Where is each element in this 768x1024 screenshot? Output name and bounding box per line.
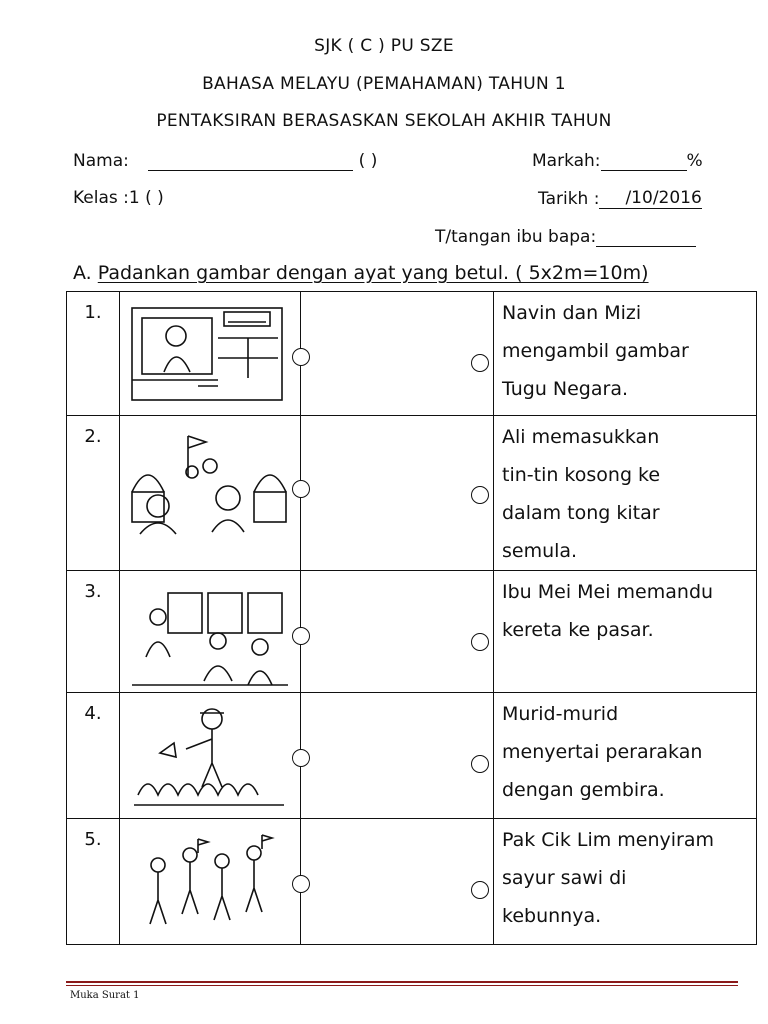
ttangan-label: T/tangan ibu bapa: — [435, 227, 597, 247]
row-number: 1. — [67, 292, 120, 416]
picture-cell — [120, 693, 301, 819]
matching-area[interactable] — [301, 416, 494, 571]
tarikh-label: Tarikh : — [538, 189, 600, 209]
question-title — [73, 262, 649, 284]
picture-cell — [120, 416, 301, 571]
nama-bracket: ( ) — [358, 151, 378, 171]
sentence-line: Tugu Negara. — [502, 378, 629, 400]
matching-area[interactable] — [301, 693, 494, 819]
assessment-title: PENTAKSIRAN BERASASKAN SEKOLAH AKHIR TAHUN — [156, 111, 612, 131]
sentence-cell — [494, 292, 757, 416]
kelas-field: Kelas :1 ( ) — [73, 188, 164, 208]
subject-title: BAHASA MELAYU (PEMAHAMAN) TAHUN 1 — [202, 74, 566, 94]
markah-label: Markah: — [532, 151, 601, 171]
parade-marching-icon — [128, 825, 292, 939]
question-text: Padankan gambar dengan ayat yang betul. ( 5x2m=10m) — [97, 262, 649, 284]
footer-line — [66, 981, 738, 983]
table-row — [67, 571, 757, 693]
sentence-line: sayur sawi di — [502, 867, 627, 889]
picture-match-dot[interactable] — [292, 627, 310, 645]
nama-blank[interactable] — [148, 150, 353, 171]
markah-suffix: % — [686, 151, 703, 171]
sentence-line: menyertai perarakan — [502, 741, 703, 763]
markah-blank[interactable] — [601, 150, 687, 171]
picture-cell — [120, 819, 301, 945]
table-row — [67, 292, 757, 416]
nama-label: Nama: — [73, 151, 129, 171]
picture-cell — [120, 571, 301, 693]
row-number: 2. — [67, 416, 120, 571]
sentence-line: mengambil gambar — [502, 340, 689, 362]
table-row — [67, 416, 757, 571]
picture-match-dot[interactable] — [292, 749, 310, 767]
row-number: 4. — [67, 693, 120, 819]
sentence-cell — [494, 819, 757, 945]
footer-line-thin — [66, 985, 738, 986]
sentence-line: tin-tin kosong ke — [502, 464, 661, 486]
row-number: 3. — [67, 571, 120, 693]
matching-area[interactable] — [301, 571, 494, 693]
sentence-line: dalam tong kitar — [502, 502, 660, 524]
row-number: 5. — [67, 819, 120, 945]
tarikh-field — [538, 188, 702, 209]
sentence-line: Pak Cik Lim menyiram — [502, 829, 715, 851]
sentence-match-dot[interactable] — [471, 755, 489, 773]
page-number: Muka Surat 1 — [70, 990, 140, 1001]
sentence-match-dot[interactable] — [471, 354, 489, 372]
sentence-line: Navin dan Mizi — [502, 302, 642, 324]
markah-field — [532, 150, 703, 171]
sentence-cell — [494, 693, 757, 819]
question-letter: A. — [73, 262, 92, 284]
sentence-line: Murid-murid — [502, 703, 619, 725]
picture-cell — [120, 292, 301, 416]
table-row — [67, 819, 757, 945]
picture-match-dot[interactable] — [292, 480, 310, 498]
national-monument-photo-icon — [128, 422, 292, 536]
matching-area[interactable] — [301, 292, 494, 416]
ttangan-field — [435, 226, 696, 247]
car-at-market-icon — [128, 298, 292, 412]
sentence-cell — [494, 571, 757, 693]
nama-field — [73, 150, 377, 171]
picture-match-dot[interactable] — [292, 875, 310, 893]
sentence-match-dot[interactable] — [471, 881, 489, 899]
recycling-bins-icon — [128, 577, 292, 691]
sentence-match-dot[interactable] — [471, 486, 489, 504]
matching-area[interactable] — [301, 819, 494, 945]
sentence-line: Ibu Mei Mei memandu — [502, 581, 714, 603]
sentence-line: semula. — [502, 540, 578, 562]
sentence-line: Ali memasukkan — [502, 426, 660, 448]
school-name: SJK ( C ) PU SZE — [314, 36, 454, 56]
matching-table — [66, 291, 757, 945]
sentence-line: dengan gembira. — [502, 779, 665, 801]
picture-match-dot[interactable] — [292, 348, 310, 366]
table-row — [67, 693, 757, 819]
tarikh-value[interactable]: /10/2016 — [599, 188, 701, 209]
watering-vegetables-icon — [128, 699, 292, 813]
sentence-line: kereta ke pasar. — [502, 619, 654, 641]
ttangan-blank[interactable] — [596, 226, 696, 247]
sentence-line: kebunnya. — [502, 905, 602, 927]
sentence-match-dot[interactable] — [471, 633, 489, 651]
sentence-cell — [494, 416, 757, 571]
